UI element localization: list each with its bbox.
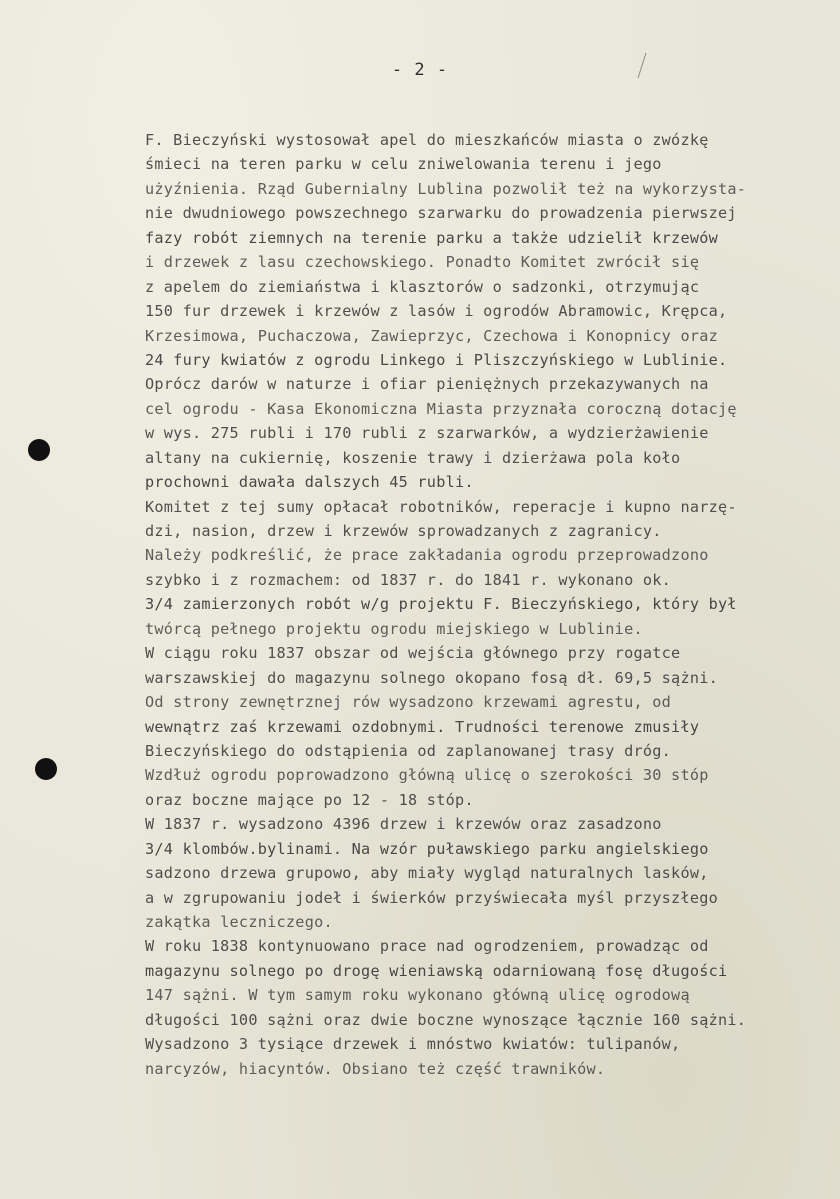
text-line: wewnątrz zaś krzewami ozdobnymi. Trudności terenowe zmusiły xyxy=(145,717,700,736)
text-line: warszawskiej do magazynu solnego okopano fosą dł. 69,5 sążni. xyxy=(145,668,719,687)
text-line: a w zgrupowaniu jodeł i świerków przyświecała myśl przyszłego xyxy=(145,888,719,907)
text-line: F. Bieczyński wystosował apel do mieszkańców miasta o zwózkę xyxy=(145,131,709,149)
text-line: użyźnienia. Rząd Gubernialny Lublina pozwolił też na wykorzysta- xyxy=(145,179,747,198)
text-line: szybko i z rozmachem: od 1837 r. do 1841 r. wykonano ok. xyxy=(145,570,672,589)
text-line: 3/4 zamierzonych robót w/g projektu F. Bieczyńskiego, który był xyxy=(145,595,737,614)
text-line: śmieci na teren parku w celu zniwelowania terenu i jego xyxy=(145,155,662,174)
text-line: W roku 1838 kontynuowano prace nad ogrodzeniem, prowadząc od xyxy=(145,937,709,956)
text-line: fazy robót ziemnych na terenie parku a także udzielił krzewów xyxy=(145,228,719,247)
punch-hole xyxy=(28,439,50,461)
text-line: 150 fur drzewek i krzewów z lasów i ogrodów Abramowic, Krępca, xyxy=(145,302,728,321)
text-line: oraz boczne mające po 12 - 18 stóp. xyxy=(145,790,474,809)
text-line: nie dwudniowego powszechnego szarwarku do prowadzenia pierwszej xyxy=(145,204,737,223)
body-text xyxy=(145,128,835,1081)
page-number: - 2 - xyxy=(391,60,449,80)
text-line: Komitet z tej sumy opłacał robotników, reperacje i kupno narzę- xyxy=(145,497,737,516)
text-line: w wys. 275 rubli i 170 rubli z szarwarków, a wydzierżawienie xyxy=(145,424,709,443)
text-line: prochowni dawała dalszych 45 rubli. xyxy=(145,473,474,492)
text-line: Należy podkreślić, że prace zakładania ogrodu przeprowadzono xyxy=(145,546,709,565)
punch-hole xyxy=(35,758,57,780)
text-line: cel ogrodu - Kasa Ekonomiczna Miasta przyznała coroczną dotację xyxy=(145,399,737,418)
text-line: W 1837 r. wysadzono 4396 drzew i krzewów oraz zasadzono xyxy=(145,815,662,834)
text-line: narcyzów, hiacyntów. Obsiano też część trawników. xyxy=(145,1059,606,1078)
text-line: dzi, nasion, drzew i krzewów sprowadzanych z zagranicy. xyxy=(145,522,662,540)
text-line: Wysadzono 3 tysiące drzewek i mnóstwo kwiatów: tulipanów, xyxy=(145,1035,681,1054)
text-line: Oprócz darów w naturze i ofiar pieniężnych przekazywanych na xyxy=(145,375,709,394)
text-line: z apelem do ziemiaństwa i klasztorów o sadzonki, otrzymując xyxy=(145,277,700,296)
text-line: i drzewek z lasu czechowskiego. Ponadto Komitet zwrócił się xyxy=(145,253,700,272)
text-line: 3/4 klombów.bylinami. Na wzór puławskiego parku angielskiego xyxy=(145,839,709,858)
text-line: twórcą pełnego projektu ogrodu miejskiego w Lublinie. xyxy=(145,619,643,638)
pencil-check-mark xyxy=(632,52,648,80)
text-line: Bieczyńskiego do odstąpienia od zaplanowanej trasy dróg. xyxy=(145,741,672,760)
text-line: W ciągu roku 1837 obszar od wejścia głównego przy rogatce xyxy=(145,644,681,663)
text-line: altany na cukiernię, koszenie trawy i dzierżawa pola koło xyxy=(145,448,681,467)
text-line: 24 fury kwiatów z ogrodu Linkego i Pliszczyńskiego w Lublinie. xyxy=(145,350,728,369)
text-line: magazynu solnego po drogę wieniawską odarniowaną fosę długości xyxy=(145,961,728,980)
text-line: Wzdłuż ogrodu poprowadzono główną ulicę o szerokości 30 stóp xyxy=(145,766,709,785)
text-line: sadzono drzewa grupowo, aby miały wygląd naturalnych lasków, xyxy=(145,864,709,883)
text-line: Krzesimowa, Puchaczowa, Zawieprzyc, Czechowa i Konopnicy oraz xyxy=(145,326,719,345)
text-line: długości 100 sążni oraz dwie boczne wynoszące łącznie 160 sążni. xyxy=(145,1010,747,1029)
text-line: 147 sążni. W tym samym roku wykonano główną ulicę ogrodową xyxy=(145,986,690,1005)
text-line: Od strony zewnętrznej rów wysadzono krzewami agrestu, od xyxy=(145,693,672,712)
text-line: zakątka leczniczego. xyxy=(145,913,333,931)
